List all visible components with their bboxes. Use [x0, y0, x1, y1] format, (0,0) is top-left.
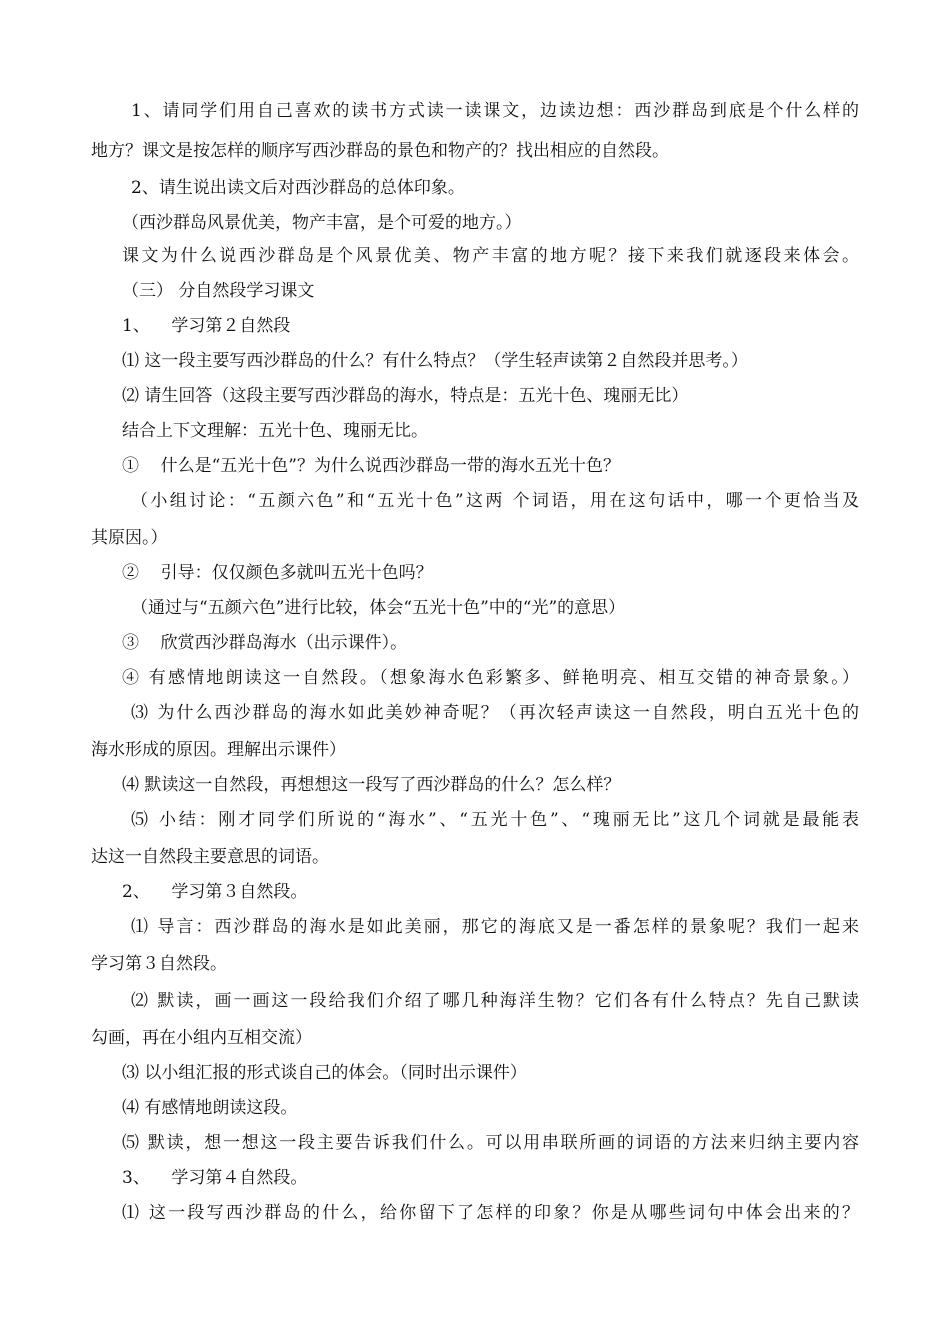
text-line: ⑴ 导言：西沙群岛的海水是如此美丽，那它的海底又是一番怎样的景象呢？我们一起来 — [131, 917, 859, 937]
text-line: ⑷ 有感情地朗读这段。 — [122, 1098, 298, 1118]
text-line: 学习第３自然段。 — [91, 954, 227, 974]
subsection-heading: 3、 学习第４自然段。 — [122, 1168, 308, 1188]
subsection-heading: 2、 学习第３自然段。 — [122, 882, 308, 902]
text-line: ⑶ 为什么西沙群岛的海水如此美妙神奇呢？（再次轻声读这一自然段，明白五光十色的 — [131, 703, 859, 723]
text-line: 地方？课文是按怎样的顺序写西沙群岛的景色和物产的？找出相应的自然段。 — [91, 141, 669, 161]
text-line: ⑵ 请生回答（这段主要写西沙群岛的海水，特点是：五光十色、瑰丽无比） — [122, 386, 689, 406]
text-line: 勾画，再在小组内互相交流） — [91, 1028, 312, 1048]
text-line: ⑸ 默读，想一想这一段主要告诉我们什么。可以用串联所画的词语的方法来归纳主要内容 — [122, 1133, 859, 1153]
subsection-heading: 1、 学习第２自然段 — [122, 316, 291, 336]
text-line: 1、请同学们用自己喜欢的读书方式读一读课文，边读边想：西沙群岛到底是个什么样的 — [131, 101, 859, 121]
text-line: 课文为什么说西沙群岛是个风景优美、物产丰富的地方呢？接下来我们就逐段来体会。 — [122, 246, 859, 266]
section-heading: （三） 分自然段学习课文 — [122, 281, 315, 301]
text-line: 达这一自然段主要意思的词语。 — [91, 847, 329, 867]
text-line: ⑸ 小结：刚才同学们所说的“海水”、“五光十色”、“瑰丽无比”这几个词就是最能表 — [131, 810, 859, 830]
text-line: 海水形成的原因。理解出示课件） — [91, 740, 346, 760]
text-line: 结合上下文理解：五光十色、瑰丽无比。 — [122, 421, 428, 441]
text-line: （小组讨论：“五颜六色”和“五光十色”这两 个词语，用在这句话中，哪一个更恰当及 — [131, 491, 859, 511]
text-line: ⑷ 默读这一自然段，再想想这一段写了西沙群岛的什么？怎么样？ — [122, 775, 621, 795]
text-line: ③ 欣赏西沙群岛海水（出示课件）。 — [122, 633, 408, 653]
text-line: ② 引导：仅仅颜色多就叫五光十色吗？ — [122, 563, 433, 583]
text-line: ④ 有感情地朗读这一自然段。（想象海水色彩繁多、鲜艳明亮、相互交错的神奇景象。） — [122, 668, 859, 688]
text-line: （通过与“五颜六色”进行比较，体会“五光十色”中的“光”的意思） — [131, 598, 626, 618]
text-line: ⑶ 以小组汇报的形式谈自己的体会。（同时出示课件） — [122, 1063, 527, 1083]
text-line: ⑴ 这一段主要写西沙群岛的什么？有什么特点？（学生轻声读第２自然段并思考。） — [122, 351, 748, 371]
text-line: （西沙群岛风景优美，物产丰富，是个可爱的地方。） — [122, 213, 522, 233]
text-line: ① 什么是“五光十色”？为什么说西沙群岛一带的海水五光十色？ — [122, 456, 620, 476]
text-line: ⑴ 这一段写西沙群岛的什么，给你留下了怎样的印象？你是从哪些词句中体会出来的？ — [122, 1203, 859, 1223]
text-line: 其原因。） — [91, 528, 168, 548]
text-line: 2、请生说出读文后对西沙群岛的总体印象。 — [131, 178, 465, 198]
text-line: ⑵ 默读，画一画这一段给我们介绍了哪几种海洋生物？它们各有什么特点？先自己默读 — [131, 991, 859, 1011]
